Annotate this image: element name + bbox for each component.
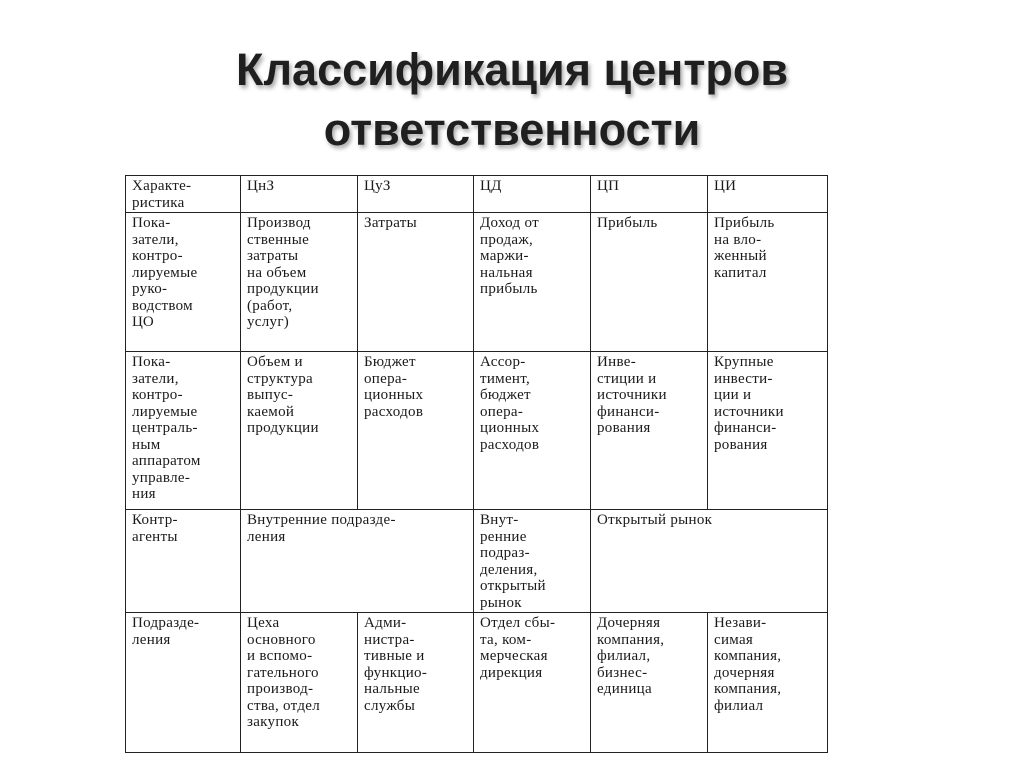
slide-title-line-1: Классификация центров bbox=[235, 44, 789, 95]
table-cell: Производ ственные затраты на объем продукции (работ, услуг) bbox=[241, 213, 358, 352]
table-cell: Цеха основного и вспомо- гательного производ- ства, отдел закупок bbox=[241, 613, 358, 753]
header-cell-cd: ЦД bbox=[474, 176, 591, 213]
table-cell: Доход от продаж, маржи- нальная прибыль bbox=[474, 213, 591, 352]
table-cell: Объем и структура выпус- каемой продукции bbox=[241, 352, 358, 510]
slide-title bbox=[0, 40, 1024, 160]
table-cell: Инве- стиции и источники финанси- рования bbox=[591, 352, 708, 510]
table-row bbox=[126, 352, 828, 510]
header-cell-cnz: ЦнЗ bbox=[241, 176, 358, 213]
table-row bbox=[126, 213, 828, 352]
row-label-cell: Пока- затели, контро- лируемые централь- ным аппаратом управле- ния bbox=[126, 352, 241, 510]
table-cell: Бюджет опера- ционных расходов bbox=[358, 352, 474, 510]
row-label-cell: Пока- затели, контро- лируемые руко- водством ЦО bbox=[126, 213, 241, 352]
table-cell: Прибыль bbox=[591, 213, 708, 352]
header-cell-cp: ЦП bbox=[591, 176, 708, 213]
header-cell-characteristic: Характе- ристика bbox=[126, 176, 241, 213]
header-cell-ci: ЦИ bbox=[708, 176, 828, 213]
header-cell-cuz: ЦуЗ bbox=[358, 176, 474, 213]
table-row bbox=[126, 613, 828, 753]
table-cell: Прибыль на вло- женный капитал bbox=[708, 213, 828, 352]
row-label-cell: Подразде- ления bbox=[126, 613, 241, 753]
table-cell: Затраты bbox=[358, 213, 474, 352]
table-cell: Отдел сбы- та, ком- мерческая дирекция bbox=[474, 613, 591, 753]
table-cell: Ассор- тимент, бюджет опера- ционных расходов bbox=[474, 352, 591, 510]
table-cell: Адми- нистра- тивные и функцио- нальные службы bbox=[358, 613, 474, 753]
table-cell: Незави- симая компания, дочерняя компания, филиал bbox=[708, 613, 828, 753]
table-cell: Открытый рынок bbox=[591, 510, 828, 613]
table-cell: Крупные инвести- ции и источники финанси- рования bbox=[708, 352, 828, 510]
table-cell: Дочерняя компания, филиал, бизнес- единица bbox=[591, 613, 708, 753]
table-cell: Внут- ренние подраз- деления, открытый рынок bbox=[474, 510, 591, 613]
table-row bbox=[126, 510, 828, 613]
responsibility-centers-table bbox=[125, 175, 828, 753]
table-header-row bbox=[126, 176, 828, 213]
slide-title-line-2: ответственности bbox=[323, 104, 701, 155]
table-cell: Внутренние подразде- ления bbox=[241, 510, 474, 613]
row-label-cell: Контр- агенты bbox=[126, 510, 241, 613]
